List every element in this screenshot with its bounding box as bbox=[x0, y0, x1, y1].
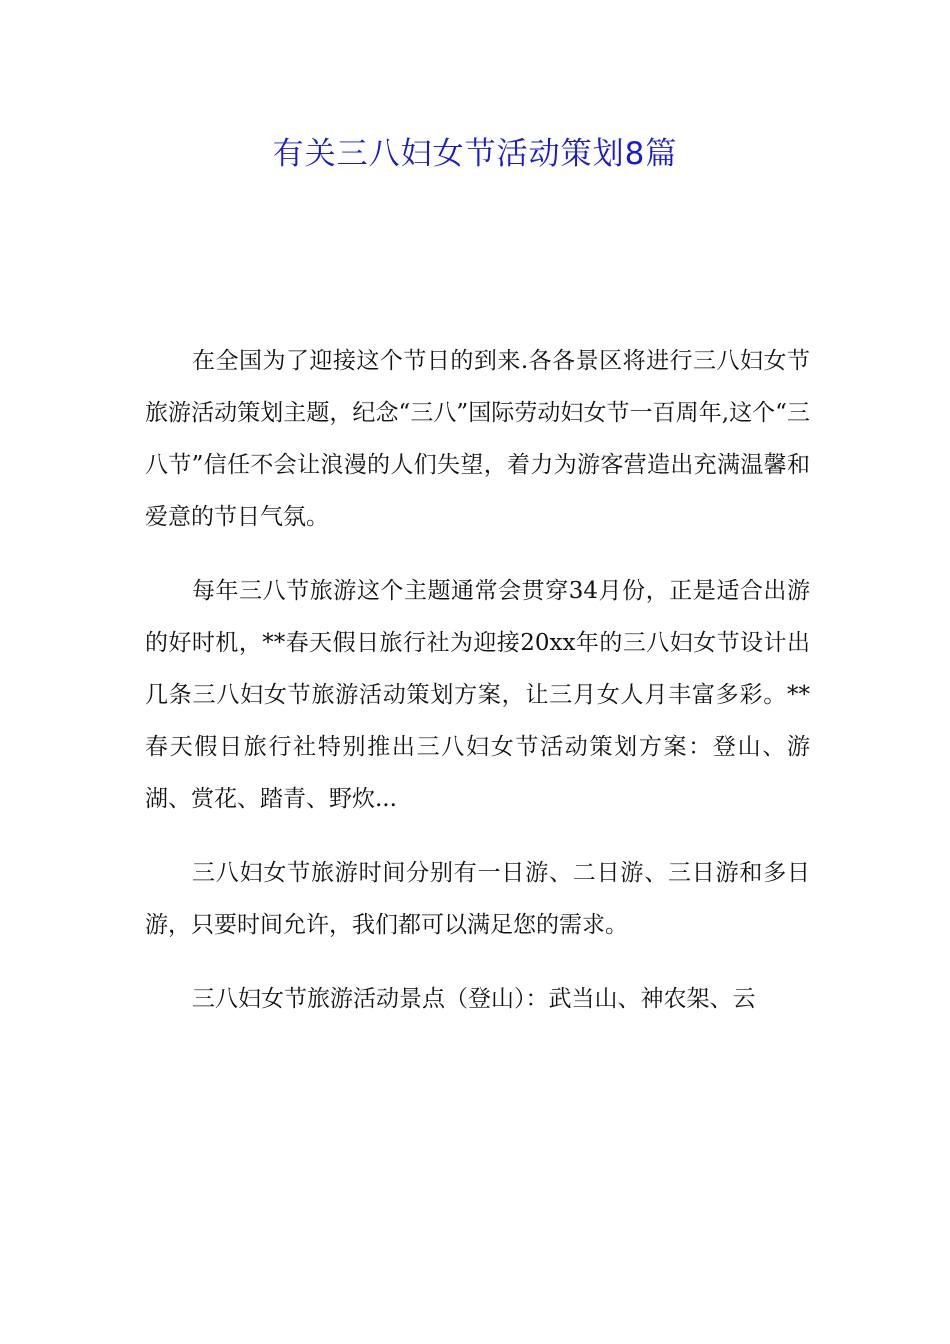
paragraph-4: 三八妇女节旅游活动景点（登山）：武当山、神农架、云 bbox=[192, 986, 756, 1012]
paragraph-1: 在全国为了迎接这个节日的到来.各各景区将进行三八妇女节旅游活动策划主题，纪念“三八”国际劳动妇女节一百周年,这个“三八节”信任不会让浪漫的人们失望，着力为游客营造出充满温馨和爱意的节日气氛。 bbox=[145, 348, 810, 530]
document-title: 有关三八妇女节活动策划8篇 bbox=[272, 136, 678, 172]
document-body bbox=[145, 335, 810, 1047]
paragraph-2: 每年三八节旅游这个主题通常会贯穿34月份，正是适合出游的好时机，**春天假日旅行社为迎接20xx年的三八妇女节设计出几条三八妇女节旅游活动策划方案，让三月女人月丰富多彩。**春天假日旅行社特别推出三八妇女节活动策划方案：登山、游湖、赏花、踏青、野炊... bbox=[145, 578, 810, 812]
paragraph-3: 三八妇女节旅游时间分别有一日游、二日游、三日游和多日游，只要时间允许，我们都可以满足您的需求。 bbox=[145, 860, 810, 938]
